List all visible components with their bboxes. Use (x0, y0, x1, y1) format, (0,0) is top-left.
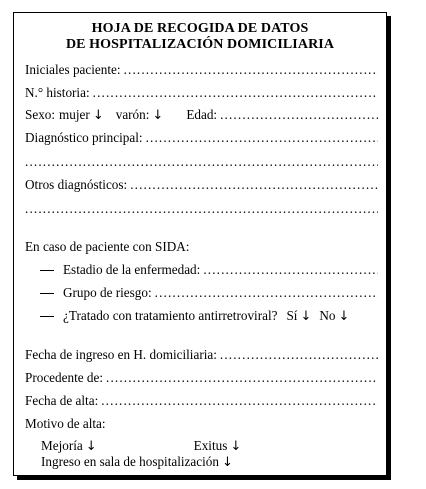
procedente-field[interactable] (106, 370, 378, 386)
ingreso-sala-row (41, 454, 378, 471)
dash-icon (40, 262, 54, 278)
motivo-alta-row (25, 416, 378, 432)
no-label: No (319, 308, 336, 323)
sexo-row (25, 107, 378, 124)
iniciales-row (25, 62, 378, 78)
fecha-ingreso-field[interactable] (220, 347, 378, 363)
diagnostico-principal-row-2 (25, 154, 378, 170)
otros-diagnosticos-label: Otros diagnósticos: (25, 177, 128, 192)
motivo-options-row (41, 438, 378, 455)
fecha-alta-field[interactable] (101, 393, 378, 409)
estadio-field[interactable] (203, 262, 378, 278)
form-title-line1: HOJA DE RECOGIDA DE DATOS (91, 21, 309, 36)
fecha-alta-label: Fecha de alta: (25, 393, 99, 408)
mejoria-checkbox-icon[interactable]: ↓ (85, 439, 97, 454)
si-checkbox-icon[interactable]: ↓ (300, 309, 312, 324)
estadio-label: Estadio de la enfermedad: (63, 262, 201, 277)
historia-row (25, 85, 378, 101)
ingreso-sala-label: Ingreso en sala de hospitalización (41, 454, 219, 469)
dash-icon (40, 285, 54, 301)
diagnostico-principal-field[interactable] (146, 130, 378, 146)
historia-label: N.° historia: (25, 85, 90, 100)
diagnostico-principal-label: Diagnóstico principal: (25, 130, 143, 145)
procedente-label: Procedente de: (25, 370, 103, 385)
grupo-riesgo-label: Grupo de riesgo: (63, 285, 152, 300)
grupo-riesgo-field[interactable] (155, 285, 378, 301)
mujer-label: mujer (59, 107, 90, 122)
mejoria-label: Mejoría (41, 438, 83, 453)
edad-label: Edad: (186, 107, 218, 122)
motivo-alta-label: Motivo de alta: (25, 416, 106, 431)
no-checkbox-icon[interactable]: ↓ (338, 309, 350, 324)
iniciales-field[interactable] (124, 62, 378, 78)
procedente-row (25, 370, 378, 386)
si-label: Sí (286, 308, 298, 323)
diagnostico-principal-row (25, 130, 378, 146)
exitus-label: Exitus (193, 438, 228, 453)
otros-diagnosticos-row (25, 177, 378, 193)
tratado-row (40, 308, 378, 325)
otros-diagnosticos-field-2[interactable] (25, 201, 378, 217)
dash-icon (40, 308, 54, 324)
exitus-checkbox-icon[interactable]: ↓ (230, 439, 242, 454)
form-title-line2: DE HOSPITALIZACIÓN DOMICILIARIA (65, 37, 335, 52)
estadio-row (40, 262, 378, 278)
varon-label: varón: (115, 107, 150, 122)
mujer-checkbox-icon[interactable]: ↓ (92, 108, 104, 123)
otros-diagnosticos-field[interactable] (130, 177, 378, 193)
historia-field[interactable] (93, 85, 378, 101)
fecha-alta-row (25, 393, 378, 409)
data-collection-form (13, 12, 387, 476)
varon-checkbox-icon[interactable]: ↓ (152, 108, 164, 123)
edad-field[interactable] (220, 107, 378, 123)
fecha-ingreso-label: Fecha de ingreso en H. domiciliaria: (25, 347, 217, 362)
otros-diagnosticos-row-2 (25, 201, 378, 217)
tratado-label: ¿Tratado con tratamiento antirretroviral? (63, 308, 278, 323)
ingreso-sala-checkbox-icon[interactable]: ↓ (221, 455, 233, 470)
diagnostico-principal-field-2[interactable] (25, 154, 378, 170)
sida-heading-row (25, 239, 378, 255)
fecha-ingreso-row (25, 347, 378, 363)
grupo-riesgo-row (40, 285, 378, 301)
sexo-label: Sexo: (25, 107, 56, 122)
sida-heading: En caso de paciente con SIDA: (25, 239, 190, 254)
iniciales-label: Iniciales paciente: (25, 62, 121, 77)
